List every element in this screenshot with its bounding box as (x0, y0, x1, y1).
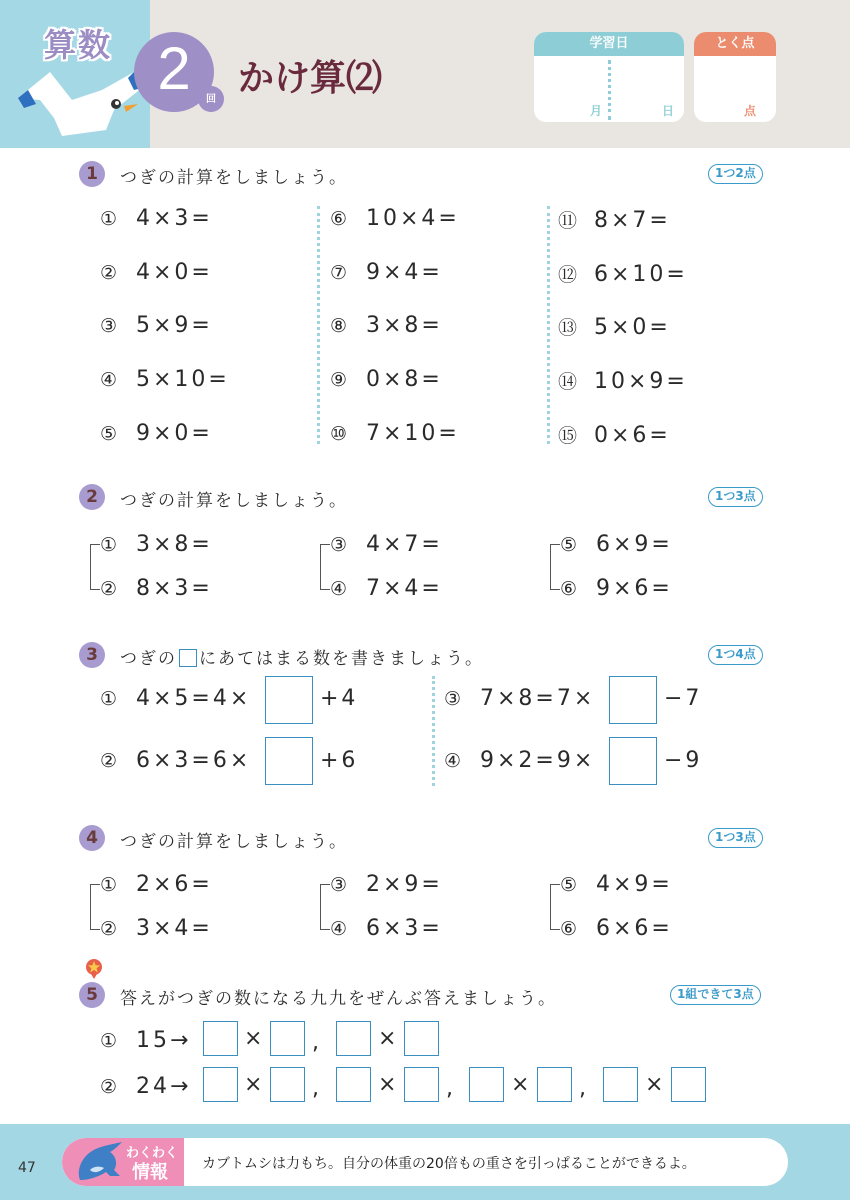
times-sign: × (378, 1026, 397, 1051)
problem-item[interactable]: ② 8×3= (100, 576, 213, 601)
problem-item[interactable]: ④ 5×10= (100, 367, 230, 392)
problem-item[interactable]: ⑥ 9×6= (560, 576, 673, 601)
study-date-box[interactable] (534, 32, 684, 122)
question-number-badge: 4 (79, 825, 105, 851)
problem-item: ① 4×5=4× (100, 686, 252, 711)
answer-box[interactable] (336, 1067, 371, 1102)
comma: , (579, 1076, 586, 1101)
answer-box[interactable] (671, 1067, 706, 1102)
problem-item: ③ 7×8=7× (444, 686, 596, 711)
problem-item: ② 24→ (100, 1074, 192, 1099)
page-header (0, 0, 850, 148)
answer-box[interactable] (609, 737, 657, 785)
question-instruction: 答えがつぎの数になる九九をぜんぶ答えましょう。 (120, 989, 557, 1009)
problem-suffix: +6 (320, 748, 359, 773)
column-divider (547, 206, 550, 444)
problem-item[interactable]: ③ 5×9= (100, 313, 213, 338)
times-sign: × (645, 1072, 664, 1097)
points-badge: 1つ4点 (708, 645, 763, 665)
pair-bracket (320, 544, 330, 590)
month-unit: 月 (590, 104, 603, 118)
problem-suffix: −7 (664, 686, 703, 711)
question-instruction: つぎの計算をしましょう。 (120, 491, 348, 511)
problem-item[interactable]: ⑤ 6×9= (560, 532, 673, 557)
problem-item[interactable]: ④ 6×3= (330, 916, 443, 941)
star-medal-icon (85, 958, 103, 980)
problem-item: ① 15→ (100, 1028, 192, 1053)
comma: , (446, 1076, 453, 1101)
answer-box[interactable] (609, 676, 657, 724)
answer-box[interactable] (603, 1067, 638, 1102)
answer-box[interactable] (270, 1067, 305, 1102)
question-number-badge: 3 (79, 642, 105, 668)
score-label: とく点 (694, 32, 776, 56)
problem-item[interactable]: ④ 7×4= (330, 576, 443, 601)
times-sign: × (378, 1072, 397, 1097)
problem-item[interactable]: ⑦ 9×4= (330, 260, 443, 285)
fun-fact-tag (62, 1138, 184, 1186)
dolphin-icon (70, 1140, 130, 1186)
lesson-suffix: 回 (206, 94, 216, 105)
fun-fact-text: カブトムシは力もち。自分の体重の20倍もの重さを引っぱることができるよ。 (202, 1156, 696, 1172)
pair-bracket (550, 884, 560, 930)
problem-item[interactable]: ⑨ 0×8= (330, 367, 443, 392)
problem-item[interactable]: ① 4×3= (100, 206, 213, 231)
problem-item[interactable]: ⑤ 4×9= (560, 872, 673, 897)
score-unit: 点 (744, 104, 757, 118)
date-divider (608, 60, 611, 120)
comma: , (312, 1030, 319, 1055)
fun-fact-tag-top: わくわく (126, 1146, 179, 1161)
problem-item[interactable]: ⑥ 10×4= (330, 206, 460, 231)
answer-box[interactable] (404, 1067, 439, 1102)
fun-fact-tag-bottom: 情報 (132, 1162, 168, 1183)
problem-item[interactable]: ③ 4×7= (330, 532, 443, 557)
study-date-label: 学習日 (534, 32, 684, 56)
answer-box[interactable] (203, 1067, 238, 1102)
problem-item[interactable]: ⑪ 8×7= (558, 208, 671, 233)
lesson-number: 2 (157, 35, 191, 102)
points-badge: 1組できて3点 (670, 985, 761, 1005)
column-divider (432, 676, 435, 786)
problem-item[interactable]: ⑧ 3×8= (330, 313, 443, 338)
page-title: かけ算⑵ (238, 58, 383, 99)
blank-box-icon (179, 649, 197, 667)
page-number: 47 (18, 1160, 36, 1176)
answer-box[interactable] (404, 1021, 439, 1056)
problem-item[interactable]: ⑭ 10×9= (558, 369, 688, 394)
times-sign: × (511, 1072, 530, 1097)
comma: , (312, 1076, 319, 1101)
fun-fact-banner (62, 1138, 788, 1186)
points-badge: 1つ3点 (708, 828, 763, 848)
question-number-badge: 1 (79, 161, 105, 187)
pair-bracket (90, 884, 100, 930)
problem-item[interactable]: ⑬ 5×0= (558, 315, 671, 340)
pair-bracket (550, 544, 560, 590)
problem-item: ④ 9×2=9× (444, 748, 596, 773)
problem-item[interactable]: ⑩ 7×10= (330, 421, 460, 446)
question-instruction: つぎの計算をしましょう。 (120, 832, 348, 852)
answer-box[interactable] (336, 1021, 371, 1056)
problem-suffix: +4 (320, 686, 359, 711)
day-unit: 日 (662, 104, 675, 118)
question-instruction: つぎの計算をしましょう。 (120, 168, 348, 188)
problem-item[interactable]: ① 3×8= (100, 532, 213, 557)
subject-panel (0, 0, 150, 148)
problem-item[interactable]: ① 2×6= (100, 872, 213, 897)
question-number-badge: 2 (79, 484, 105, 510)
answer-box[interactable] (469, 1067, 504, 1102)
problem-item[interactable]: ② 4×0= (100, 260, 213, 285)
column-divider (317, 206, 320, 444)
pair-bracket (90, 544, 100, 590)
subject-label: 算数 (44, 26, 113, 64)
answer-box[interactable] (265, 676, 313, 724)
question-number-badge: 5 (79, 982, 105, 1008)
problem-item[interactable]: ⑫ 6×10= (558, 262, 688, 287)
answer-box[interactable] (270, 1021, 305, 1056)
problem-item: ② 6×3=6× (100, 748, 252, 773)
page-footer (0, 1124, 850, 1200)
points-badge: 1つ3点 (708, 487, 763, 507)
times-sign: × (244, 1026, 263, 1051)
answer-box[interactable] (537, 1067, 572, 1102)
pair-bracket (320, 884, 330, 930)
question-instruction: つぎの にあてはまる数を書きましょう。 (120, 649, 484, 669)
problem-item[interactable]: ⑥ 6×6= (560, 916, 673, 941)
lesson-suffix-badge (198, 86, 224, 112)
seagull-icon (10, 60, 150, 140)
answer-box[interactable] (203, 1021, 238, 1056)
answer-box[interactable] (265, 737, 313, 785)
score-box[interactable] (694, 32, 776, 122)
problem-item[interactable]: ⑮ 0×6= (558, 423, 671, 448)
problem-suffix: −9 (664, 748, 703, 773)
points-badge: 1つ2点 (708, 164, 763, 184)
problem-item[interactable]: ⑤ 9×0= (100, 421, 213, 446)
problem-item[interactable]: ② 3×4= (100, 916, 213, 941)
problem-item[interactable]: ③ 2×9= (330, 872, 443, 897)
times-sign: × (244, 1072, 263, 1097)
